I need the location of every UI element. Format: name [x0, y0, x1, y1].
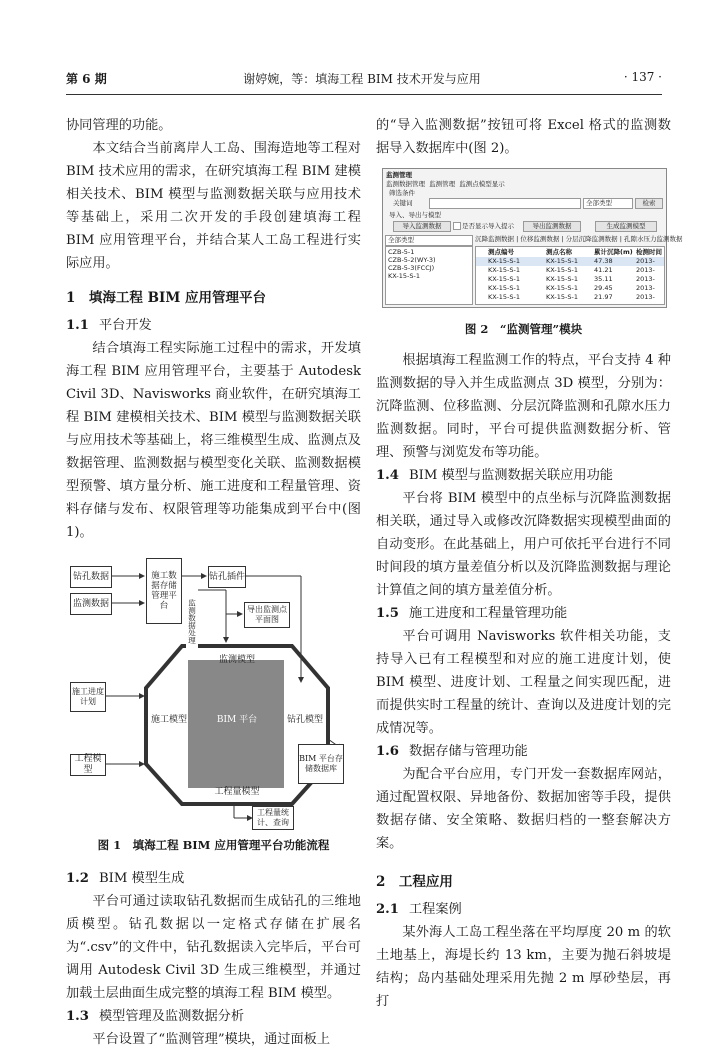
figure-1-caption: 图 1 填海工程 BIM 应用管理平台功能流程 — [97, 838, 330, 852]
tab[interactable]: 分层沉降监测数据 — [565, 235, 618, 243]
subsection-title: 数据存储与管理功能 — [408, 744, 528, 759]
figure-2-caption: 图 2 “监测管理”模块 — [464, 322, 583, 336]
data-tabs: 沉降监测数据 | 位移监测数据 | 分层沉降监测数据 | 孔隙水压力监测数据 — [475, 235, 683, 243]
show-tip-checkbox[interactable] — [453, 222, 461, 230]
subsection-number: 2.1 — [376, 902, 399, 917]
export-data-button[interactable]: 导出监测数据 — [523, 221, 581, 232]
monitor-data-box: 监测数据 — [70, 593, 112, 615]
subsection-heading — [66, 867, 361, 890]
table-row[interactable]: KX-15-S-1 KX-15-S-1 35.11 2013- — [488, 275, 655, 283]
column-header: 测点编号 — [488, 248, 514, 256]
paragraph: 结合填海工程实际施工过程中的需求，开发填海工程 BIM 应用管理平台，主要基于 Autodesk Civil 3D、Navisworks 商业软件，在研究填海工程 BIM 建模相关技术、BIM 模型与监测数据关联与应用技术等基础上，将三维模型生成、监测点及数据管理、监测数据与模型变化关联、监测数据模型预警、填方量分析、施工进度和工程量管理、资料存储与发布、权限管理等功能集成到平台中(图 1)。 — [66, 341, 361, 540]
menu-item[interactable]: 监测数据管理 — [386, 180, 425, 188]
figure-1-flowchart — [66, 554, 361, 828]
subsection-title: 平台开发 — [98, 318, 152, 333]
quantity-stats-box: 工程量统计、查询 — [252, 806, 294, 830]
model-box: 工程模型 — [70, 754, 106, 776]
tab[interactable]: 孔隙水压力监测数据 — [623, 235, 683, 243]
left-type-select[interactable]: 全部类型 — [385, 235, 473, 246]
header-rule — [66, 94, 662, 95]
schedule-box: 施工进度计划 — [70, 682, 106, 712]
keyword-input[interactable] — [429, 198, 581, 209]
list-item[interactable]: KX-15-S-1 — [388, 272, 420, 280]
subsection-number: 1.6 — [376, 744, 399, 759]
monitor-process-label: 监测数据处理 — [186, 594, 198, 648]
construction-data-box: 施工数据存储管理平台 — [146, 558, 182, 624]
table-row[interactable]: KX-15-S-1 KX-15-S-1 47.38 2013- — [476, 257, 664, 266]
subsection-heading — [376, 464, 671, 487]
running-title: 谢婷婉，等：填海工程 BIM 技术开发与应用 — [243, 72, 481, 86]
search-button[interactable]: 检索 — [635, 198, 663, 209]
subsection-heading — [376, 602, 671, 625]
bim-platform-label: BIM 平台 — [216, 714, 258, 725]
keyword-label: 关键词 — [393, 199, 413, 207]
bim-db-box: BIM 平台存储数据库 — [298, 744, 344, 784]
window-title: 监测管理 — [386, 171, 412, 179]
paragraph: 协同管理的功能。 — [66, 118, 172, 133]
drill-data-box: 钻孔数据 — [70, 566, 112, 588]
subsection-heading — [376, 898, 671, 921]
data-grid — [475, 246, 665, 305]
subsection-heading — [66, 1005, 361, 1028]
figure-2-screenshot — [382, 168, 683, 308]
right-column — [376, 114, 683, 1013]
subsection-number: 1.2 — [66, 871, 89, 886]
paragraph: 的“导入监测数据”按钮可将 Excel 格式的监测数据导入数据库中(图 2)。 — [376, 118, 671, 156]
paragraph: 平台可调用 Navisworks 软件相关功能，支持导入已有工程模型和对应的施工进度计划，使 BIM 模型、进度计划、工程量之间实现匹配，进而提供实时工程量的统计、查询以及进度计划的完成情况等。 — [376, 629, 671, 736]
subsection-number: 1.1 — [66, 318, 89, 333]
drill-model-label: 钻孔模型 — [286, 714, 323, 725]
column-header: 检测时间 — [636, 248, 662, 256]
menu-item[interactable]: 监测点模型显示 — [459, 180, 505, 188]
issue-number: 第 6 期 — [66, 72, 107, 86]
paragraph: 根据填海工程监测工作的特点，平台支持 4 种监测数据的导入并生成监测点 3D 模型，分别为：沉降监测、位移监测、分层沉降监测和孔隙水压力监测数据。同时，平台可提供监测数据分析、管理、预警与浏览发布等功能。 — [376, 353, 671, 460]
type-select[interactable]: 全部类型 — [583, 198, 633, 209]
point-list — [385, 246, 473, 305]
subsection-title: 模型管理及监测数据分析 — [98, 1009, 245, 1024]
import-group-label: 导入、导出与模型 — [389, 211, 441, 219]
menu-bar — [386, 180, 505, 188]
checkbox-label: 是否显示导入提示 — [462, 222, 514, 230]
subsection-heading — [376, 740, 671, 763]
quantity-model-label: 工程量模型 — [214, 786, 260, 797]
filter-label: 筛选条件 — [389, 189, 415, 197]
subsection-number: 1.5 — [376, 606, 399, 621]
column-header: 累计沉降(m) — [594, 248, 633, 256]
table-row[interactable]: KX-15-S-1 KX-15-S-1 41.21 2013- — [488, 266, 655, 274]
list-item[interactable]: CZB-5-3(FCCJ) — [388, 264, 435, 272]
subsection-heading — [66, 314, 361, 337]
paragraph: 平台设置了“监测管理”模块，通过面板上 — [92, 1032, 331, 1047]
subsection-number: 1.4 — [376, 468, 399, 483]
paragraph: 本文结合当前离岸人工岛、围海造地等工程对 BIM 技术应用的需求，在研究填海工程 BIM 建模相关技术、BIM 模型与监测数据关联与应用技术等基础上，采用二次开发的手段创建填海工程 BIM 应用管理平台，并结合某人工岛工程进行实际应用。 — [66, 141, 361, 271]
subsection-title: 工程案例 — [408, 902, 462, 917]
tab[interactable]: 沉降监测数据 — [475, 235, 514, 243]
paragraph: 平台将 BIM 模型中的点坐标与沉降监测数据相关联，通过导入或修改沉降数据实现模型曲面的自动变形。在此基础上，用户可依托平台进行不同时间段的填方量差值分析以及沉降监测数据与理论计算值之间的填方量差值分析。 — [376, 491, 671, 598]
menu-item[interactable]: 监测管理 — [429, 180, 456, 188]
page-number: · 137 · — [623, 70, 662, 84]
left-column — [66, 114, 361, 1051]
import-data-button[interactable]: 导入监测数据 — [393, 221, 451, 232]
drill-plugin-box: 钻孔插件 — [208, 566, 246, 588]
tab[interactable]: 位移监测数据 — [520, 235, 560, 243]
paragraph: 平台可通过读取钻孔数据而生成钻孔的三维地质模型。钻孔数据以一定格式存储在扩展名为“.csv”的文件中，钻孔数据读入完毕后，平台可调用 Autodesk Civil 3D 生成三维模型，并通过加载土层曲面生成完整的填海工程 BIM 模型。 — [66, 894, 361, 1001]
paragraph: 某外海人工岛工程坐落在平均厚度 20 m 的软土地基上，海堤长约 13 km，主要为抛石斜坡堤结构；岛内基础处理采用先抛 2 m 厚砂垫层，再打 — [376, 925, 671, 1009]
paragraph: 为配合平台应用，专门开发一套数据库网站，通过配置权限、异地备份、数据加密等手段，提供数据存储、安全策略、数据归档的一整套解决方案。 — [376, 767, 671, 851]
subsection-title: 施工进度和工程量管理功能 — [408, 606, 568, 621]
column-header: 测点名称 — [546, 248, 572, 256]
section-heading: 1 填海工程 BIM 应用管理平台 — [66, 290, 266, 306]
section-heading: 2 工程应用 — [376, 874, 453, 890]
export-points-box: 导出监测点平面图 — [244, 602, 290, 628]
monitor-model-label: 监测模型 — [218, 654, 255, 665]
list-item[interactable]: CZB-5-1 — [388, 248, 415, 256]
list-item[interactable]: CZB-5-2(WY-3) — [388, 256, 436, 264]
subsection-title: BIM 模型与监测数据关联应用功能 — [408, 468, 613, 483]
subsection-number: 1.3 — [66, 1009, 89, 1024]
subsection-title: BIM 模型生成 — [98, 871, 185, 886]
generate-model-button[interactable]: 生成监测模型 — [595, 221, 657, 232]
table-row[interactable]: KX-15-S-1 KX-15-S-1 29.45 2013- — [488, 284, 655, 292]
table-row[interactable]: KX-15-S-1 KX-15-S-1 21.97 2013- — [488, 293, 655, 301]
construction-model-label: 施工模型 — [150, 714, 187, 725]
